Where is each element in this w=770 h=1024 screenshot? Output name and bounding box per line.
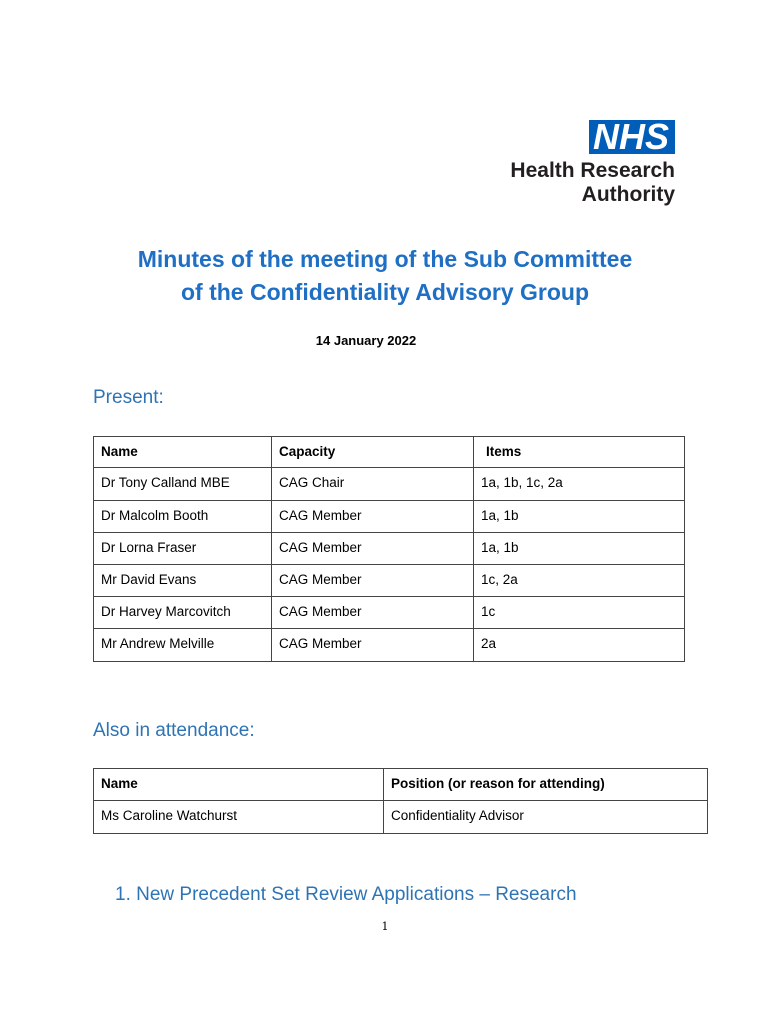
cell-capacity: CAG Member <box>272 565 474 597</box>
cell-name: Mr David Evans <box>94 565 272 597</box>
cell-name: Dr Lorna Fraser <box>94 533 272 565</box>
table-row <box>94 468 685 501</box>
column-header-capacity: Capacity <box>272 437 474 468</box>
present-heading: Present: <box>93 387 164 408</box>
table-row <box>94 501 685 533</box>
page-number: 1 <box>381 920 389 933</box>
table-row <box>94 597 685 629</box>
cell-items: 1c <box>474 597 685 629</box>
cell-name: Dr Harvey Marcovitch <box>94 597 272 629</box>
nhs-hra-logo <box>485 116 675 207</box>
org-name-line1: Health Research <box>510 159 675 182</box>
cell-items: 1a, 1b <box>474 533 685 565</box>
cell-items: 2a <box>474 629 685 662</box>
attendance-heading: Also in attendance: <box>93 720 255 741</box>
table-row <box>94 565 685 597</box>
column-header-position: Position (or reason for attending) <box>384 769 708 801</box>
table-header-row <box>94 769 708 801</box>
cell-items: 1a, 1b, 1c, 2a <box>474 468 685 501</box>
meeting-date: 14 January 2022 <box>315 333 417 348</box>
cell-name: Dr Malcolm Booth <box>94 501 272 533</box>
document-title-line2: of the Confidentiality Advisory Group <box>180 279 590 305</box>
attendance-table <box>93 768 708 834</box>
cell-name: Ms Caroline Watchurst <box>94 801 384 834</box>
document-title-line1: Minutes of the meeting of the Sub Committee <box>137 246 633 272</box>
table-header-row <box>94 437 685 468</box>
column-header-items: Items <box>474 437 685 468</box>
cell-capacity: CAG Member <box>272 533 474 565</box>
cell-position: Confidentiality Advisor <box>384 801 708 834</box>
table-row <box>94 629 685 662</box>
org-name <box>485 159 675 207</box>
cell-name: Mr Andrew Melville <box>94 629 272 662</box>
org-name-line2: Authority <box>581 183 675 206</box>
cell-items: 1a, 1b <box>474 501 685 533</box>
present-table <box>93 436 685 662</box>
cell-capacity: CAG Member <box>272 501 474 533</box>
cell-capacity: CAG Chair <box>272 468 474 501</box>
column-header-name: Name <box>94 769 384 801</box>
cell-items: 1c, 2a <box>474 565 685 597</box>
column-header-name: Name <box>94 437 272 468</box>
document-title <box>60 243 710 309</box>
cell-name: Dr Tony Calland MBE <box>94 468 272 501</box>
nhs-logo-box: NHS <box>589 120 675 154</box>
table-row <box>94 801 708 834</box>
cell-capacity: CAG Member <box>272 597 474 629</box>
table-row <box>94 533 685 565</box>
cell-capacity: CAG Member <box>272 629 474 662</box>
section-heading-1: 1. New Precedent Set Review Applications – Research <box>115 884 577 905</box>
